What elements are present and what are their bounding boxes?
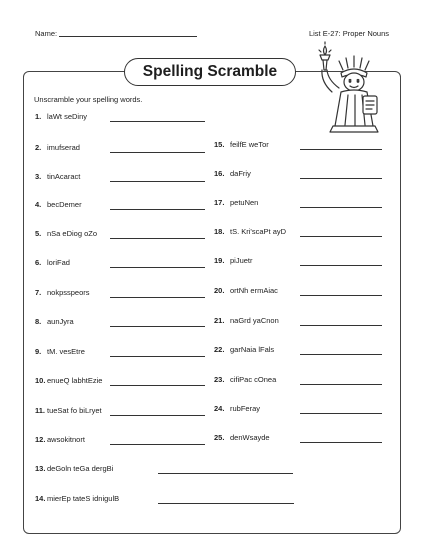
word-item (214, 375, 276, 384)
item-number: 3. (35, 172, 42, 181)
scrambled-word: piJuetr (230, 256, 253, 265)
item-number: 19. (214, 256, 225, 265)
item-number: 17. (214, 198, 225, 207)
scrambled-word: naGrd yaCnon (230, 316, 279, 325)
scrambled-word: deGoln teGa dergBi (47, 464, 114, 473)
word-item (214, 227, 286, 236)
word-item (35, 112, 87, 121)
item-number: 6. (35, 258, 42, 267)
scrambled-word: garNaia lFals (230, 345, 275, 354)
item-number: 16. (214, 169, 225, 178)
word-item (35, 435, 85, 444)
word-item (35, 288, 90, 297)
item-number: 25. (214, 433, 225, 442)
word-item (35, 258, 70, 267)
scrambled-word: nokpsspeors (47, 288, 90, 297)
scrambled-word: enueQ labhtEzie (47, 376, 103, 385)
answer-line[interactable] (158, 503, 294, 504)
list-label: List E-27: Proper Nouns (308, 29, 389, 38)
word-item (214, 140, 269, 149)
item-number: 18. (214, 227, 225, 236)
item-number: 21. (214, 316, 225, 325)
answer-line[interactable] (110, 181, 205, 182)
scrambled-word: tS. Kri'scaPt ayD (230, 227, 287, 236)
item-number: 7. (35, 288, 42, 297)
name-field[interactable] (35, 29, 197, 38)
scrambled-word: aunJyra (47, 317, 74, 326)
answer-line[interactable] (300, 325, 382, 326)
word-item (214, 256, 253, 265)
answer-line[interactable] (110, 297, 205, 298)
item-number: 14. (35, 494, 46, 503)
item-number: 1. (35, 112, 42, 121)
answer-line[interactable] (300, 384, 382, 385)
answer-line[interactable] (110, 415, 205, 416)
page-title: Spelling Scramble (124, 58, 296, 86)
scrambled-word: loriFad (47, 258, 70, 267)
word-item (214, 433, 270, 442)
answer-line[interactable] (110, 326, 205, 327)
scrambled-word: tinAcaract (47, 172, 81, 181)
scrambled-word: cifiPac cOnea (230, 375, 277, 384)
instructions: Unscramble your spelling words. (34, 95, 143, 104)
answer-line[interactable] (110, 152, 205, 153)
word-item (214, 286, 278, 295)
answer-line[interactable] (300, 236, 382, 237)
scrambled-word: laWt seDiny (47, 112, 88, 121)
answer-line[interactable] (110, 444, 205, 445)
item-number: 13. (35, 464, 46, 473)
word-item (214, 316, 279, 325)
answer-line[interactable] (300, 295, 382, 296)
answer-line[interactable] (300, 178, 382, 179)
item-number: 10. (35, 376, 46, 385)
scrambled-word: petuNen (230, 198, 259, 207)
item-number: 2. (35, 143, 42, 152)
word-item (35, 376, 102, 385)
scrambled-word: rubFeray (230, 404, 261, 413)
answer-line[interactable] (110, 385, 205, 386)
name-line[interactable] (59, 36, 197, 37)
word-item (35, 347, 85, 356)
item-number: 5. (35, 229, 42, 238)
item-number: 9. (35, 347, 42, 356)
item-number: 12. (35, 435, 46, 444)
answer-line[interactable] (300, 354, 382, 355)
item-number: 8. (35, 317, 42, 326)
item-number: 20. (214, 286, 225, 295)
statue-of-liberty-icon (303, 40, 403, 140)
word-item (214, 169, 251, 178)
item-number: 11. (35, 406, 46, 415)
word-item (35, 317, 74, 326)
scrambled-word: denWsayde (230, 433, 270, 442)
item-number: 24. (214, 404, 225, 413)
answer-line[interactable] (300, 207, 382, 208)
scrambled-word: feilfE weTor (230, 140, 269, 149)
name-label: Name: (35, 29, 58, 38)
scrambled-word: becDemer (47, 200, 82, 209)
answer-line[interactable] (110, 209, 205, 210)
item-number: 4. (35, 200, 42, 209)
scrambled-word: nSa eDiog oZo (47, 229, 98, 238)
word-item (214, 198, 258, 207)
scrambled-word: daFriy (230, 169, 251, 178)
scrambled-word: tM. vesEtre (47, 347, 85, 356)
scrambled-word: ortNh ermAiac (230, 286, 278, 295)
answer-line[interactable] (110, 238, 205, 239)
scrambled-word: mierEp tateS idnigulB (47, 494, 120, 503)
answer-line[interactable] (300, 265, 382, 266)
item-number: 23. (214, 375, 225, 384)
word-item (35, 406, 102, 415)
scrambled-word: awsokitnort (47, 435, 85, 444)
answer-line[interactable] (110, 356, 205, 357)
word-item (35, 200, 82, 209)
word-item (214, 404, 260, 413)
word-item (214, 345, 274, 354)
item-number: 15. (214, 140, 225, 149)
word-item (35, 143, 80, 152)
word-item (35, 494, 119, 503)
answer-line[interactable] (158, 473, 293, 474)
item-number: 22. (214, 345, 225, 354)
word-item (35, 464, 113, 473)
scrambled-word: tueSat fo biLryet (47, 406, 102, 415)
answer-line[interactable] (300, 149, 382, 150)
answer-line[interactable] (300, 413, 382, 414)
word-item (35, 229, 97, 238)
word-item (35, 172, 80, 181)
answer-line[interactable] (110, 121, 205, 122)
answer-line[interactable] (110, 267, 205, 268)
answer-line[interactable] (300, 442, 382, 443)
scrambled-word: imufserad (47, 143, 80, 152)
